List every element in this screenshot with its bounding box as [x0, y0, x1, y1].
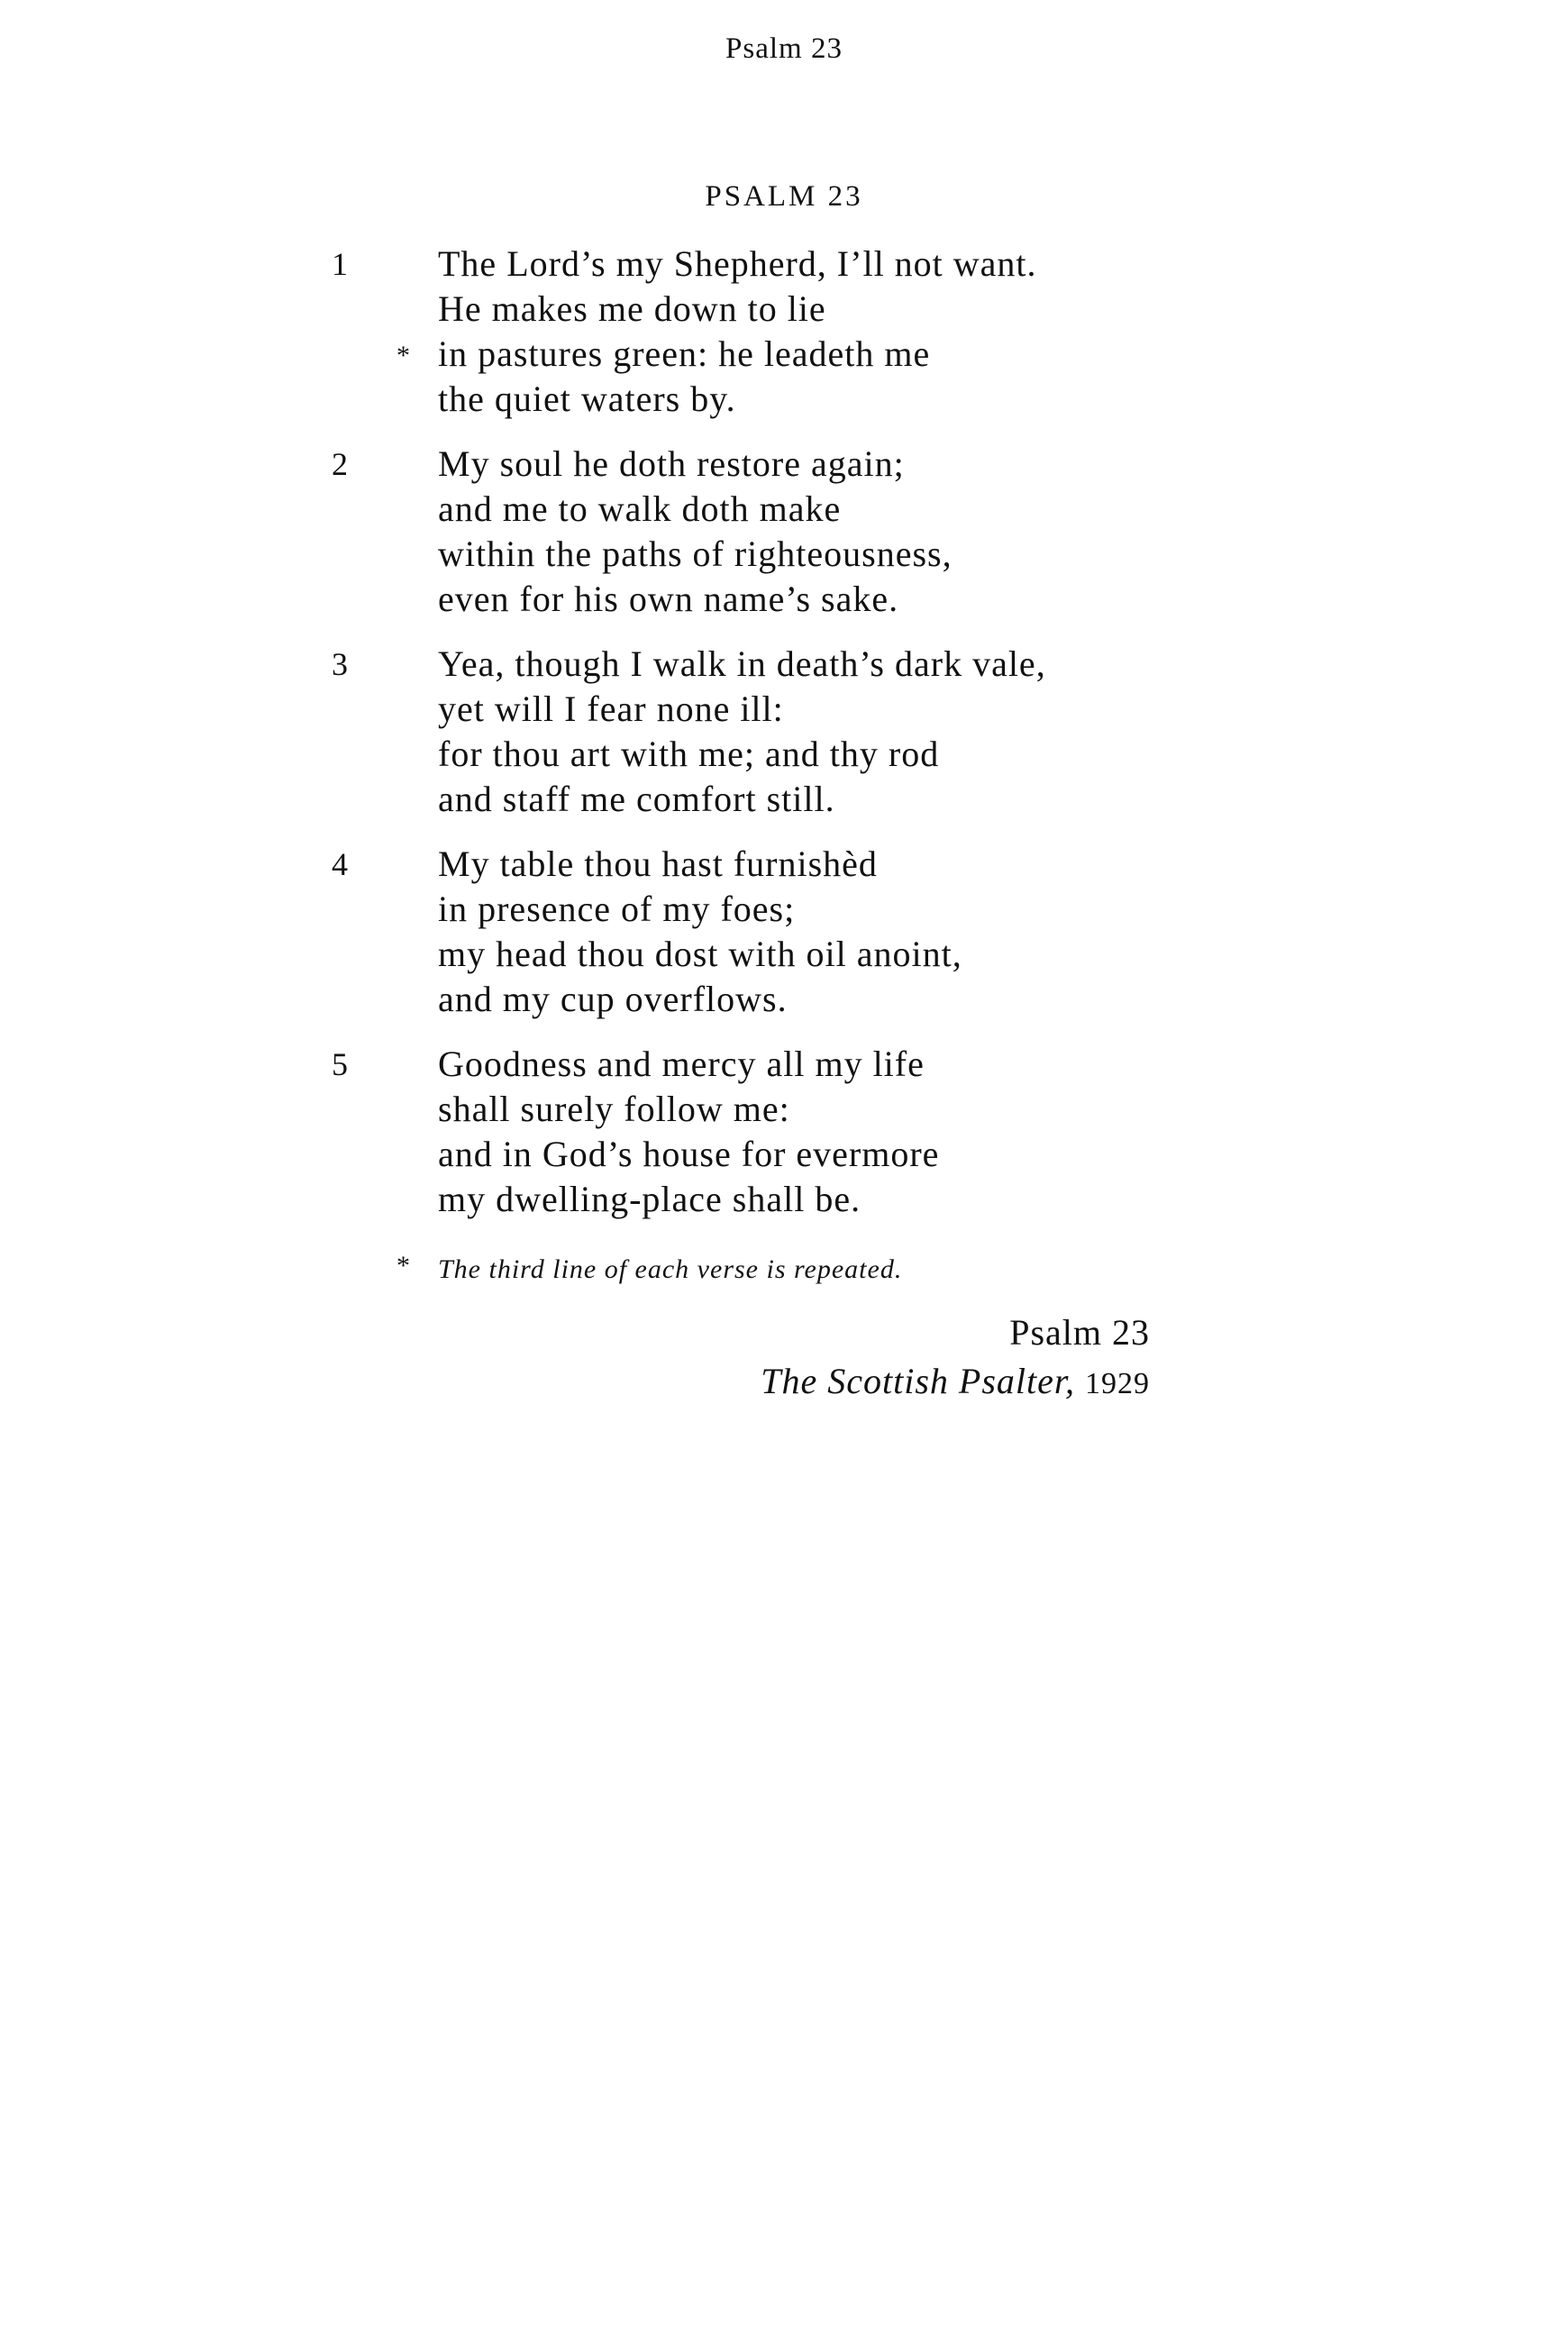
- attribution-source: The Scottish Psalter,: [761, 1361, 1075, 1401]
- verse-line: The Lord’s my Shepherd, I’ll not want.: [438, 243, 1037, 284]
- attribution-source-line: [761, 1357, 1150, 1409]
- verse-line: and in God’s house for evermore: [438, 1134, 940, 1174]
- footnote: [0, 1249, 1568, 1294]
- verse-line: my dwelling-place shall be.: [438, 1179, 861, 1219]
- verse-line: even for his own name’s sake.: [438, 579, 899, 619]
- verse-number: 3: [332, 646, 348, 682]
- verse-line: in presence of my foes;: [438, 889, 796, 929]
- attribution-title: Psalm 23: [1009, 1312, 1150, 1353]
- repeat-marker: *: [397, 341, 411, 370]
- verse-2: [0, 442, 1568, 642]
- page-title: PSALM 23: [705, 180, 863, 213]
- verse-line: Yea, though I walk in death’s dark vale,: [438, 643, 1046, 684]
- footnote-marker: *: [397, 1251, 410, 1281]
- verse-line: and my cup overflows.: [438, 979, 788, 1019]
- verse-line-repeated: [0, 332, 1568, 377]
- attribution-year: 1929: [1085, 1367, 1150, 1400]
- verse-line: My soul he doth restore again;: [438, 443, 905, 484]
- verse-line-text: in pastures green: he leadeth me: [438, 333, 931, 374]
- verse-number: 5: [332, 1046, 348, 1082]
- attribution: [761, 1308, 1150, 1409]
- verse-number: 2: [332, 446, 348, 482]
- verse-line: He makes me down to lie: [438, 288, 826, 329]
- verse-4: [0, 842, 1568, 1042]
- verse-list: [0, 242, 1568, 1242]
- verse-1: [0, 242, 1568, 442]
- verse-line: shall surely follow me:: [438, 1089, 790, 1129]
- verse-line: and me to walk doth make: [438, 488, 842, 529]
- footnote-text: The third line of each verse is repeated.: [438, 1254, 903, 1284]
- verse-number: 4: [332, 846, 348, 882]
- verse-line: within the paths of righteousness,: [438, 533, 953, 574]
- verse-line: for thou art with me; and thy rod: [438, 734, 940, 774]
- verse-line: Goodness and mercy all my life: [438, 1044, 925, 1084]
- verse-line: my head thou dost with oil anoint,: [438, 934, 962, 974]
- verse-3: [0, 642, 1568, 842]
- verse-number: 1: [332, 246, 348, 282]
- verse-line: the quiet waters by.: [438, 378, 736, 419]
- running-head: Psalm 23: [725, 32, 843, 65]
- verse-line: and staff me comfort still.: [438, 779, 835, 819]
- verse-line: yet will I fear none ill:: [438, 688, 784, 729]
- verse-line: My table thou hast furnishèd: [438, 843, 878, 884]
- verse-5: [0, 1042, 1568, 1242]
